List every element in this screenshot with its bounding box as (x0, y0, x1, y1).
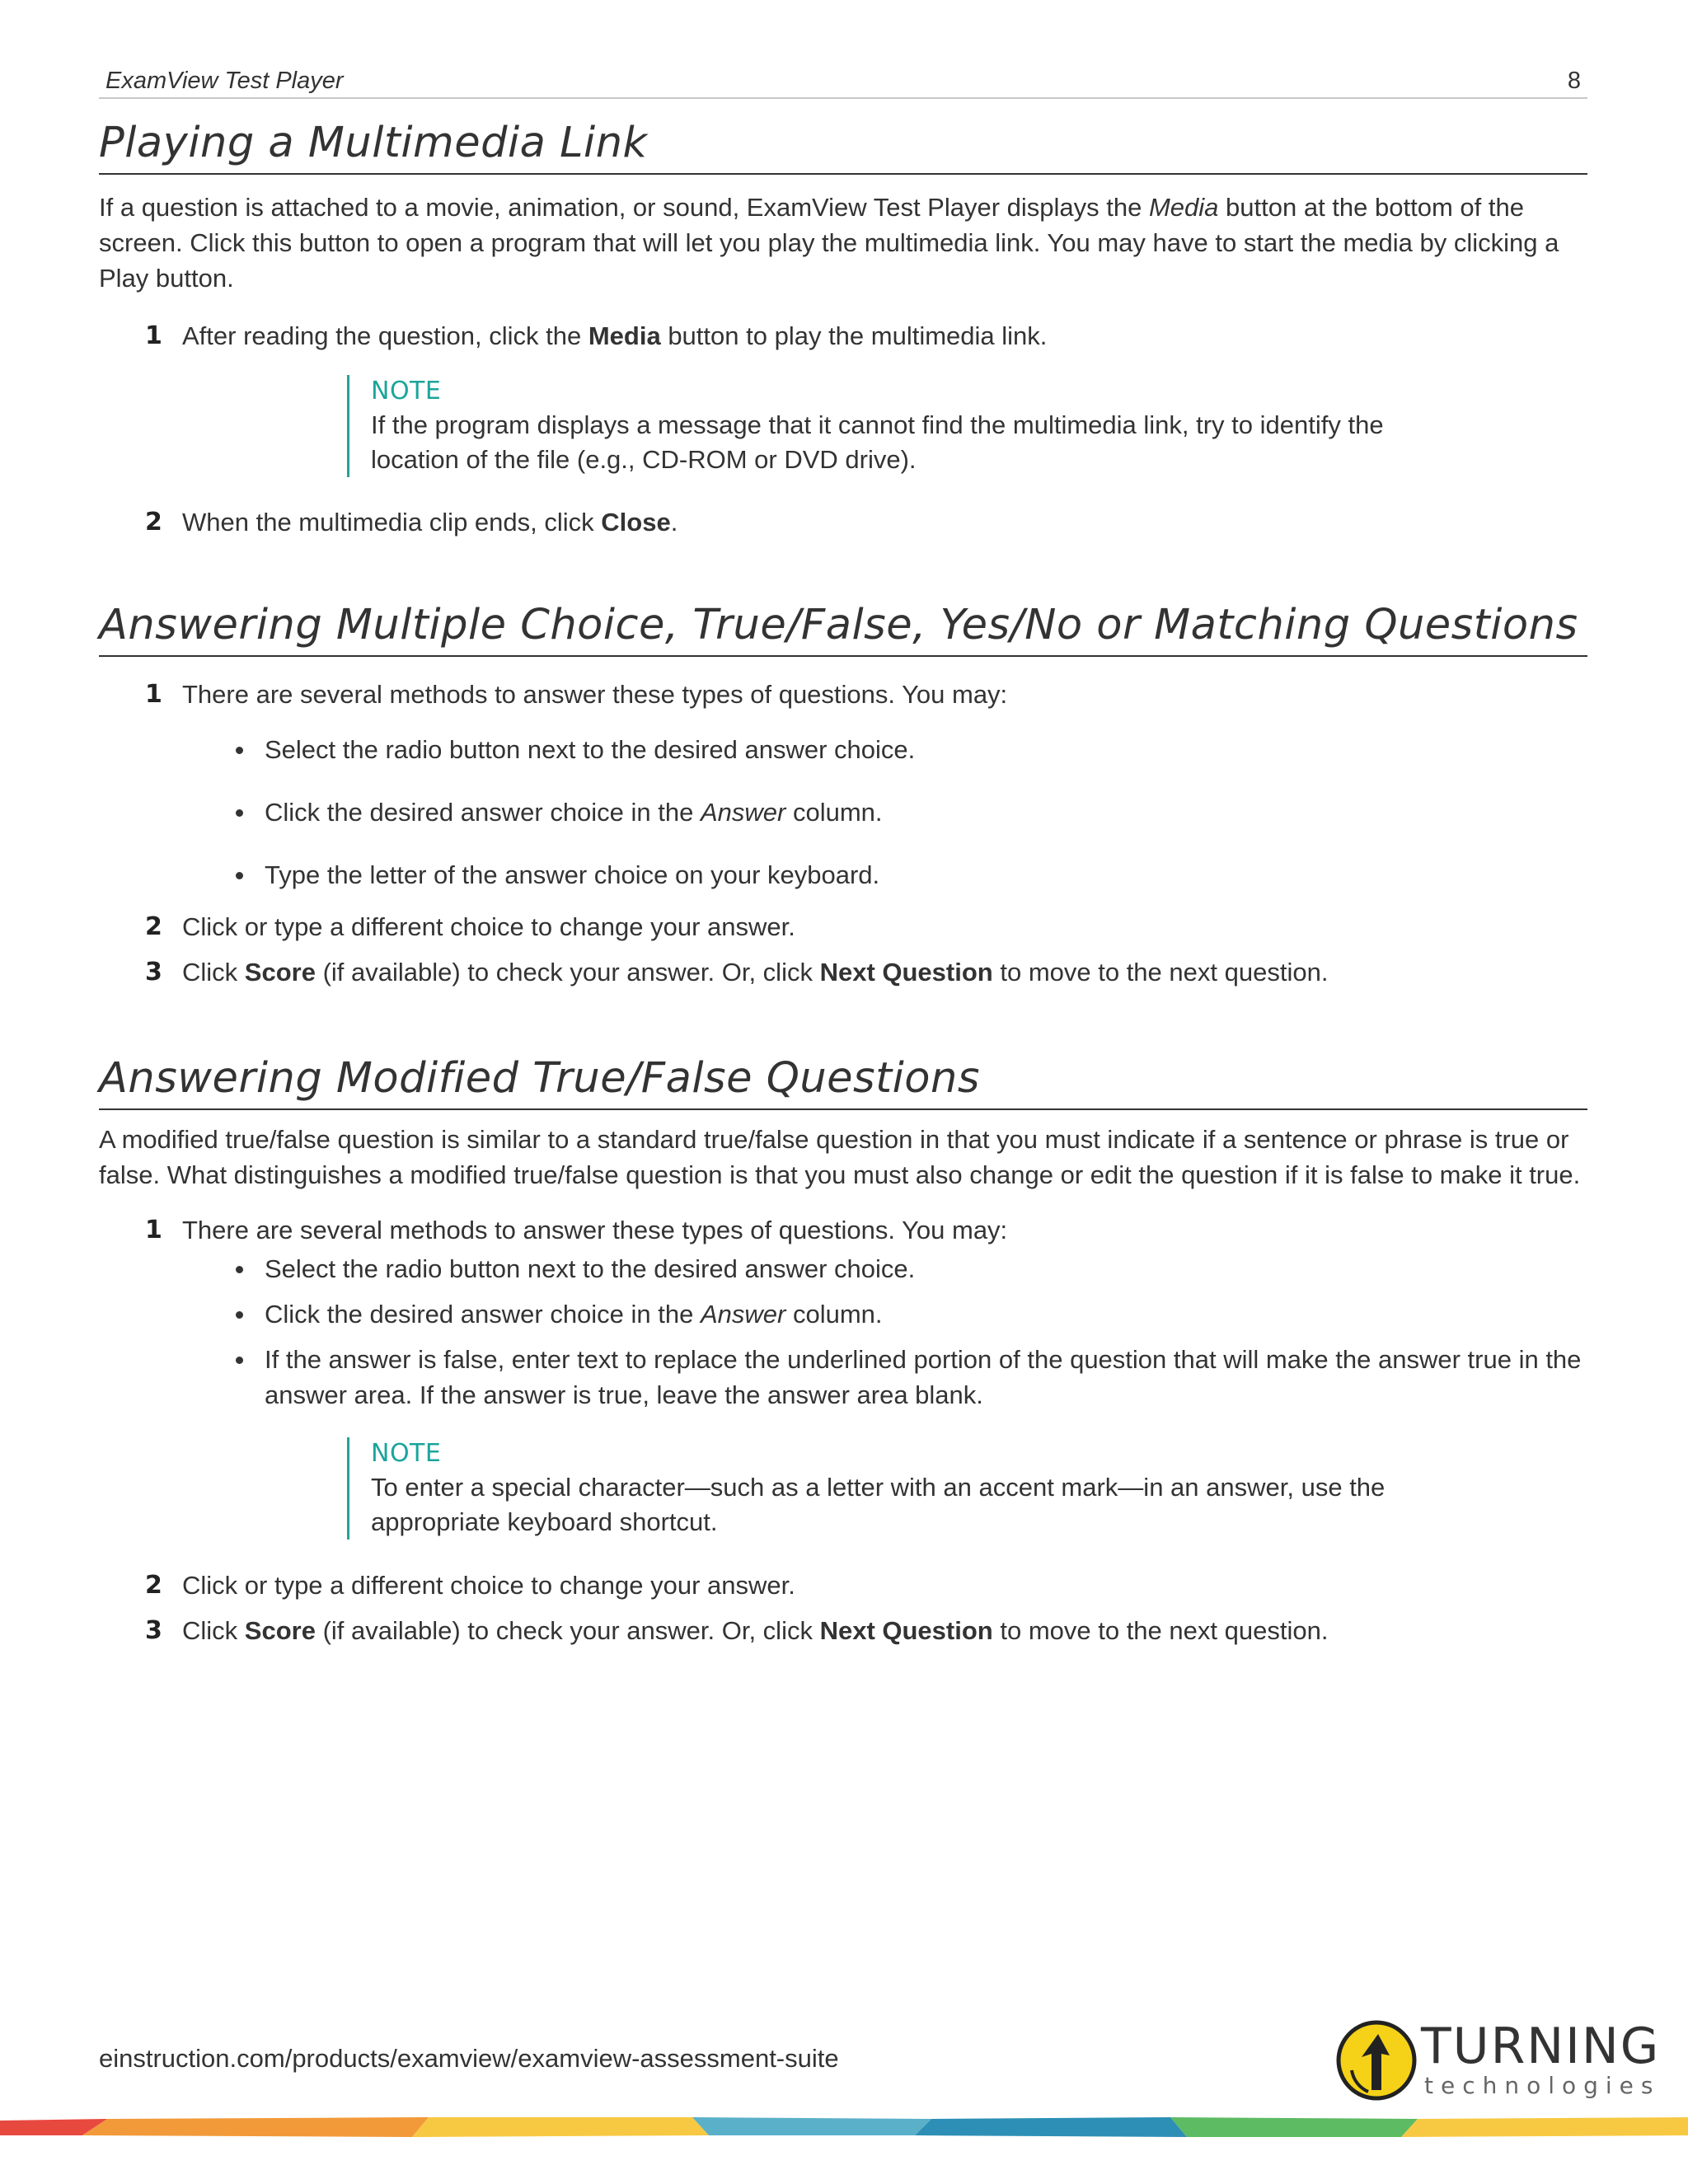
step-item (99, 318, 1587, 354)
note-label: NOTE (371, 1439, 442, 1468)
turning-technologies-logo (1335, 2018, 1661, 2108)
modified-steps-cont (99, 1568, 1587, 1648)
step-number: 2 (145, 1571, 162, 1600)
bullet-dot (236, 747, 243, 754)
step-item (99, 677, 1587, 712)
step-item (99, 909, 1587, 944)
text-run: There are several methods to answer these types of questions. You may: (182, 680, 1008, 709)
list-item (99, 1251, 1587, 1286)
step-number: 1 (145, 321, 162, 350)
stripe-segment (1170, 2117, 1418, 2137)
text-run: to move to the next question. (992, 1616, 1329, 1645)
text-run: to move to the next question. (992, 958, 1329, 987)
text-run: Select the radio button next to the desired answer choice. (265, 1254, 916, 1283)
step-item (99, 1613, 1587, 1648)
text-run: Select the radio button next to the desired answer choice. (265, 735, 916, 764)
step-number: 3 (145, 958, 162, 987)
text-run: If a question is attached to a movie, animation, or sound, ExamView Test Player displays the (99, 193, 1149, 222)
step-number: 3 (145, 1616, 162, 1645)
text-run: (if available) to check your answer. Or, click (315, 958, 820, 987)
text-run: column. (785, 1300, 883, 1329)
bold-next-question: Next Question (819, 1616, 993, 1645)
stripe-segment (1401, 2117, 1688, 2137)
step-item (99, 1212, 1587, 1248)
logo-word-technologies: technologies (1424, 2072, 1661, 2099)
footer-color-stripe (0, 2114, 1688, 2139)
multimedia-steps-cont (99, 504, 1587, 540)
stripe-segment (692, 2117, 931, 2135)
modified-steps (99, 1212, 1587, 1248)
section-heading-multimedia: Playing a Multimedia Link (99, 115, 1587, 175)
step-number: 1 (145, 1216, 162, 1244)
multiple-choice-steps (99, 677, 1587, 712)
turning-arrow-icon (1335, 2019, 1418, 2102)
text-run: Click the desired answer choice in the (265, 798, 701, 827)
bullet-dot (236, 1266, 243, 1273)
logo-word-turning: TURNING (1421, 2018, 1661, 2075)
text-run: If the answer is false, enter text to replace the underlined portion of the question that will make the answer true in the answer area. If the answer is true, leave the answer area blank. (265, 1345, 1582, 1409)
bullet-dot (236, 1357, 243, 1364)
text-run: There are several methods to answer these types of questions. You may: (182, 1216, 1008, 1244)
note-box (347, 375, 1442, 477)
emphasis-answer: Answer (700, 1300, 786, 1329)
emphasis-media: Media (1148, 193, 1219, 222)
stripe-segment (82, 2117, 429, 2137)
section-heading-modified-true-false: Answering Modified True/False Questions (99, 1051, 1587, 1110)
list-item (99, 857, 1587, 893)
section-modified-true-false (99, 1051, 1587, 1648)
text-run: After reading the question, click the (182, 321, 588, 350)
bold-media: Media (588, 321, 661, 350)
text-run: Type the letter of the answer choice on your keyboard. (265, 860, 880, 889)
multiple-choice-methods (99, 732, 1587, 893)
text-run: Click (182, 958, 245, 987)
page-number: 8 (1567, 68, 1581, 94)
emphasis-answer: Answer (700, 798, 786, 827)
multimedia-steps (99, 318, 1587, 354)
text-run: button to play the multimedia link. (660, 321, 1048, 350)
text-run: button at the bottom of the screen. Click this button to open a program that will let you play the multimedia link. You may have to start the media by clicking a Play button. (99, 193, 1559, 293)
note-label: NOTE (371, 377, 442, 405)
step-number: 1 (145, 680, 162, 709)
text-run: Click (182, 1616, 245, 1645)
list-item (99, 794, 1587, 830)
bullet-dot (236, 1311, 243, 1319)
text-run: Click or type a different choice to change your answer. (182, 1571, 795, 1600)
multimedia-intro (99, 190, 1587, 296)
list-item (99, 1342, 1587, 1413)
list-item (99, 732, 1587, 767)
bullet-dot (236, 872, 243, 879)
text-run: Click the desired answer choice in the (265, 1300, 701, 1329)
text-run: (if available) to check your answer. Or, click (315, 1616, 820, 1645)
bold-next-question: Next Question (819, 958, 993, 987)
step-number: 2 (145, 508, 162, 537)
note-text: If the program displays a message that it cannot find the multimedia link, try to identify the location of the file (e.g., CD-ROM or DVD drive). (371, 410, 1384, 474)
section-multimedia (99, 115, 1587, 540)
document-title: ExamView Test Player (106, 68, 344, 94)
modified-methods (99, 1251, 1587, 1413)
bold-score: Score (244, 958, 316, 987)
text-run: column. (785, 798, 883, 827)
bold-close: Close (601, 508, 671, 537)
text-run: When the multimedia clip ends, click (182, 508, 602, 537)
section-multiple-choice (99, 598, 1587, 990)
note-text: To enter a special character—such as a letter with an accent mark—in an answer, use the appropriate keyboard shortcut. (371, 1473, 1386, 1536)
stripe-segment (412, 2117, 709, 2137)
text-run: . (670, 508, 678, 537)
page-content (99, 115, 1587, 1648)
running-header (99, 66, 1587, 99)
bullet-dot (236, 809, 243, 817)
step-item (99, 504, 1587, 540)
section-heading-multiple-choice: Answering Multiple Choice, True/False, Yes/No or Matching Questions (99, 598, 1587, 657)
stripe-segment (915, 2117, 1187, 2137)
footer-url: einstruction.com/products/examview/examview-assessment-suite (99, 2044, 839, 2073)
note-box (347, 1437, 1442, 1540)
step-number: 2 (145, 912, 162, 941)
modified-intro: A modified true/false question is similar to a standard true/false question in that you must indicate if a sentence or phrase is true or false. What distinguishes a modified true/false question is that you must also change or edit the question if it is false to make it true. (99, 1125, 1581, 1189)
step-item (99, 1568, 1587, 1603)
step-item (99, 954, 1587, 990)
bold-score: Score (244, 1616, 316, 1645)
text-run: Click or type a different choice to change your answer. (182, 912, 795, 941)
multiple-choice-steps-cont (99, 909, 1587, 990)
list-item (99, 1296, 1587, 1332)
